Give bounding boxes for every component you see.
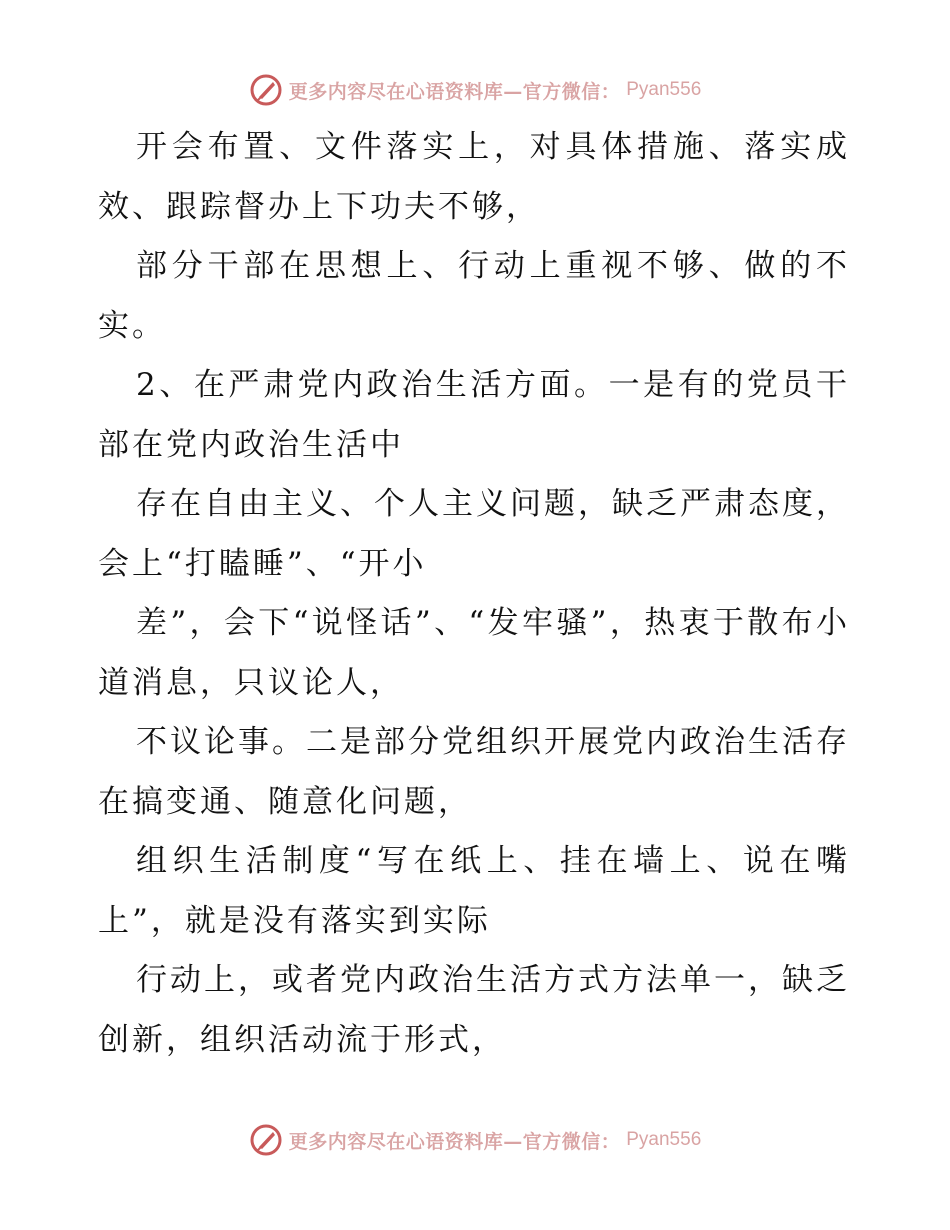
footer-watermark-banner xyxy=(0,1120,950,1160)
header-wechat-id: Pyan556 xyxy=(626,79,702,100)
header-watermark-banner xyxy=(0,70,950,110)
paragraph: 不议论事。二是部分党组织开展党内政治生活存在搞变通、随意化问题， xyxy=(98,724,850,820)
quill-logo-icon xyxy=(249,1123,283,1157)
paragraph: 部分干部在思想上、行动上重视不够、做的不实。 xyxy=(98,248,850,344)
paragraph: 2、在严肃党内政治生活方面。一是有的党员干部在党内政治生活中 xyxy=(98,367,850,463)
quill-logo-icon xyxy=(249,73,283,107)
paragraph: 组织生活制度“写在纸上、挂在墙上、说在嘴上”，就是没有落实到实际 xyxy=(98,843,850,939)
paragraph: 行动上，或者党内政治生活方式方法单一，缺乏创新，组织活动流于形式， xyxy=(98,962,850,1058)
paragraph: 存在自由主义、个人主义问题，缺乏严肃态度，会上“打瞌睡”、“开小 xyxy=(98,486,850,582)
header-banner-text: 更多内容尽在心语资料库—官方微信： xyxy=(288,80,621,103)
document-body xyxy=(98,118,850,1070)
footer-wechat-id: Pyan556 xyxy=(626,1129,702,1150)
paragraph: 差”，会下“说怪话”、“发牢骚”，热衷于散布小道消息，只议论人， xyxy=(98,605,850,701)
paragraph: 开会布置、文件落实上，对具体措施、落实成效、跟踪督办上下功夫不够， xyxy=(98,129,850,225)
footer-banner-text: 更多内容尽在心语资料库—官方微信： xyxy=(288,1130,621,1153)
